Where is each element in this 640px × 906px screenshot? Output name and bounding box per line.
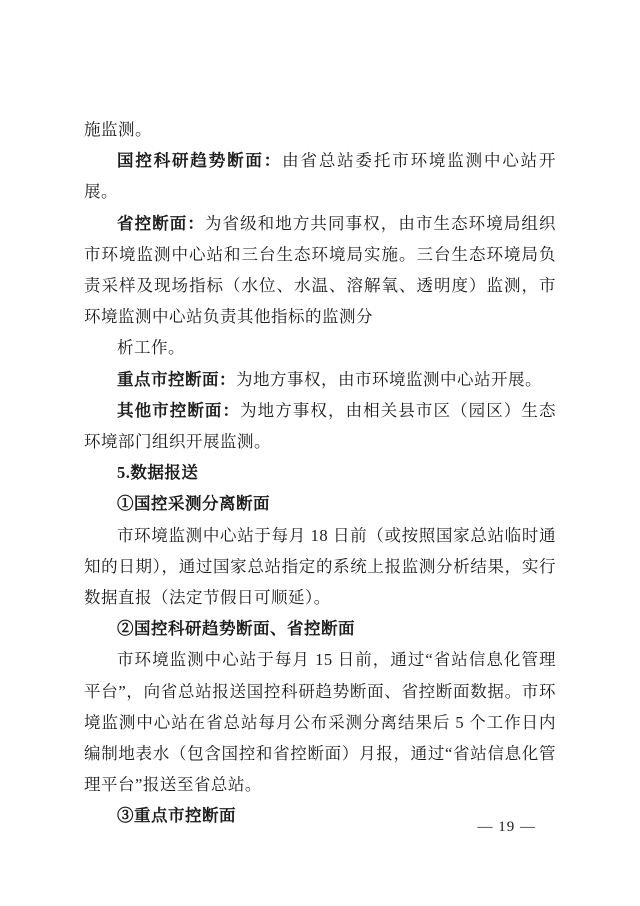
paragraph xyxy=(84,395,556,457)
subsection-heading-3: ③重点市控断面 xyxy=(117,806,236,826)
paragraph: 市环境监测中心站于每月 18 日前（或按照国家总站临时通知的日期），通过国家总站指定的系统上报监测分析结果，实行数据直报（法定节假日可顺延）。 xyxy=(84,525,556,608)
paragraph-text: 为地方事权，由相关县市区（园区）生态环境部门组织开展监测。 xyxy=(84,400,557,452)
document-body xyxy=(84,114,556,832)
paragraph-text: 为地方事权，由市环境监测中心站开展。 xyxy=(236,369,542,389)
paragraph-lead: 国控科研趋势断面： xyxy=(117,151,283,171)
paragraph-continuation: 施监测。 xyxy=(84,120,152,139)
paragraph-text: 为省级和地方共同事权，由市生态环境局组织市环境监测中心站和三台生态环境局实施。三台生态环境局负责采样及现场指标（水位、水温、溶解氧、透明度）监测，市环境监测中心站负责其他指标的监测分 xyxy=(84,213,557,327)
paragraph: 析工作。 xyxy=(117,338,185,358)
subsection-heading-1: ①国控采测分离断面 xyxy=(117,494,270,514)
subsection-heading-2: ②国控科研趋势断面、省控断面 xyxy=(117,619,355,639)
paragraph: 市环境监测中心站于每月 15 日前，通过“省站信息化管理平台”，向省总站报送国控科研趋势断面、省控断面数据。市环境监测中心站在省总站每月公布采测分离结果后 5 个工作日内编制地表水（包含国控和省控断面）月报，通过“省站信息化管理平台”报送至省总站。 xyxy=(84,650,556,795)
paragraph-lead: 重点市控断面： xyxy=(117,369,236,389)
paragraph xyxy=(84,145,556,207)
paragraph xyxy=(84,364,556,395)
page-number: — 19 — xyxy=(477,819,536,835)
section-heading-data-reporting: 5.数据报送 xyxy=(117,463,199,483)
paragraph-lead: 其他市控断面： xyxy=(117,400,241,420)
paragraph xyxy=(84,208,556,333)
paragraph-lead: 省控断面： xyxy=(117,213,205,233)
paragraph-text: 由省总站委托市环境监测中心站开展。 xyxy=(84,151,557,202)
